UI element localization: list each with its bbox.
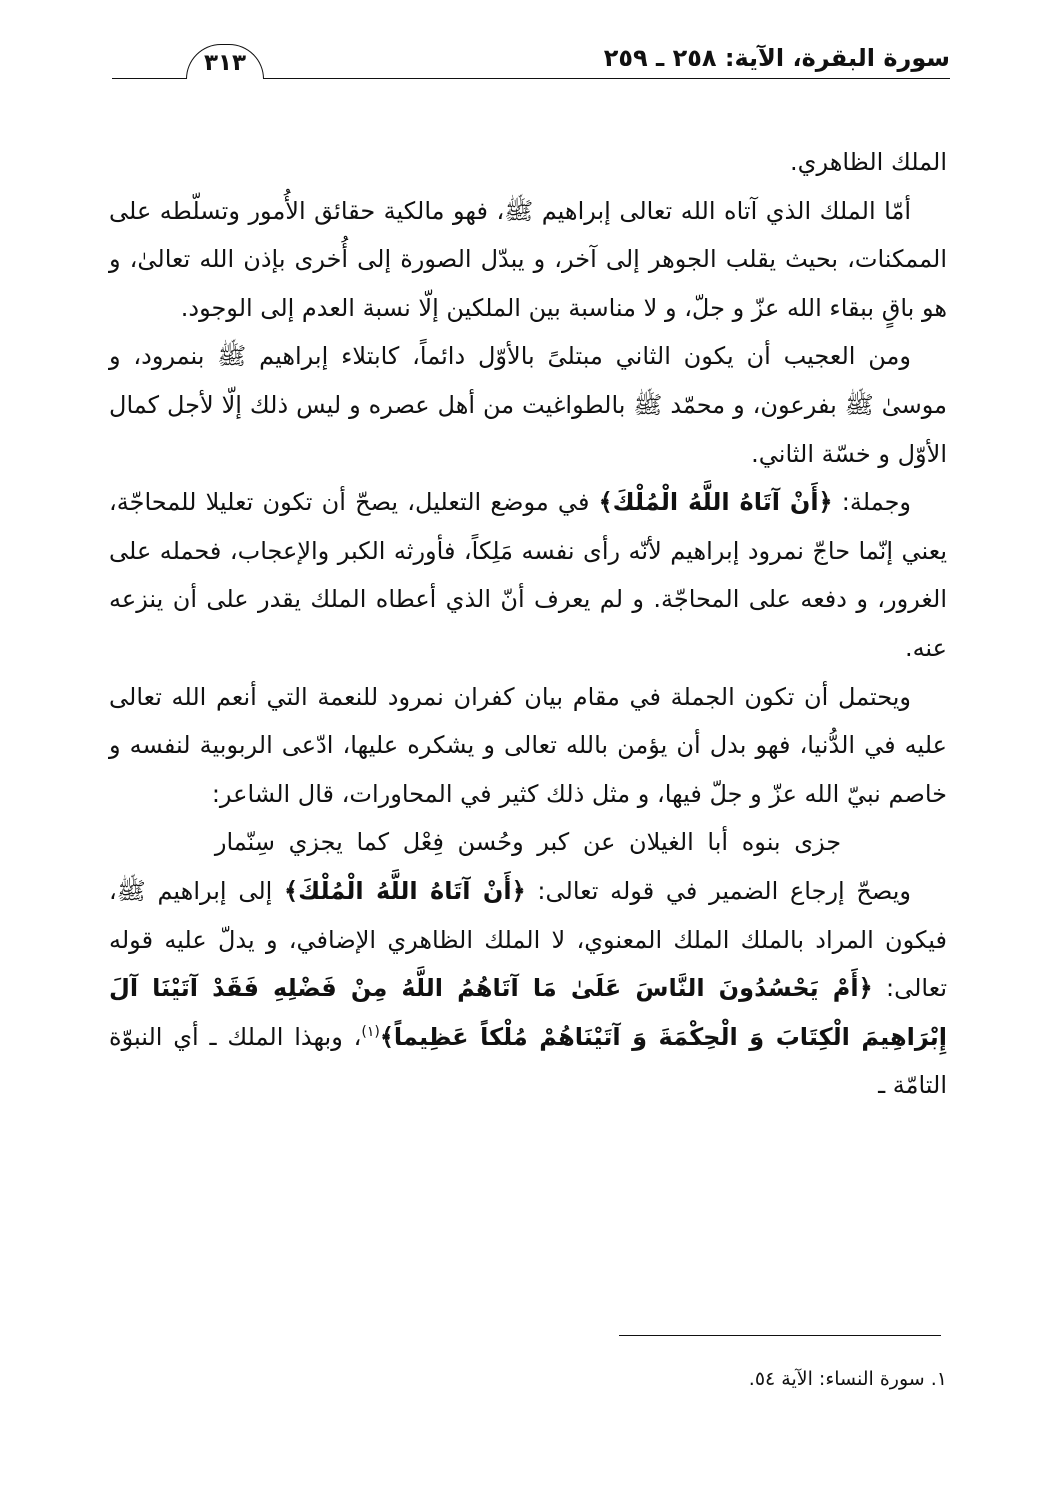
quran-verse: ﴿أَنْ آتَاهُ اللَّهُ الْمُلْكَ﴾ (284, 876, 526, 905)
damir-text-after: إلى إبراهيم ﷺ، فيكون المراد بالملك الملك المعنوي، لا الملك الظاهري الإضافي، و يدلّ عليه قوله تعالى: (109, 876, 947, 1003)
footnote-reference: (١) (361, 1023, 380, 1040)
poem-verse: جزى بنوه أبا الغيلان عن كبر وحُسن فِعْل كما يجزي سِنّمار (214, 828, 842, 857)
page-number: ٣١٣ (186, 44, 264, 79)
page-header (112, 40, 950, 84)
quran-verse-nisa: ﴿أَمْ يَحْسُدُونَ النَّاسَ عَلَىٰ مَا آتَاهُمُ اللَّهُ مِنْ فَضْلِهِ فَقَدْ آتَيْنَا آلَ إِبْرَاهِيمَ الْكِتَابَ وَ الْحِكْمَةَ وَ آتَيْنَاهُمْ مُلْكاً عَظِيماً﴾ (109, 974, 948, 1051)
jumla-text-after: في موضع التعليل، يصحّ أن تكون تعليلا للمحاجّة، يعني إنّما حاجّ نمرود إبراهيم لأنّه رأى نفسه مَلِكاً، فأورثه الكبر والإعجاب، فحمله على الغرور، و دفعه على المحاجّة. و لم يعرف أنّ الذي أعطاه الملك يقدر على أن ينزعه عنه. (109, 488, 947, 662)
footnote-rule (619, 1335, 941, 1336)
damir-text-before: ويصحّ إرجاع الضمير في قوله تعالى: (525, 876, 911, 905)
paragraph-ibrahim-kingdom: أمّا الملك الذي آتاه الله تعالى إبراهيم ﷺ، فهو مالكية حقائق الأُمور وتسلّطه على الممكنات، بحيث يقلب الجوهر إلى آخر، و يبدّل الصورة إلى أُخرى بإذن الله تعالىٰ، و هو باقٍ ببقاء الله عزّ و جلّ، و لا مناسبة بين الملكين إلّا نسبة العدم إلى الوجود. (109, 196, 947, 322)
page-body (109, 138, 947, 1110)
damir-text-tail: ، وبهذا الملك ـ أي النبوّة التامّة ـ (109, 1022, 947, 1100)
footnote: ١. سورة النساء: الآية ٥٤. (748, 1368, 947, 1390)
quran-verse: ﴿أَنْ آتَاهُ اللَّهُ الْمُلْكَ﴾ (598, 488, 833, 517)
paragraph-kufran: ويحتمل أن تكون الجملة في مقام بيان كفران نمرود للنعمة التي أنعم الله تعالى عليه في الدُّنيا، فهو بدل أن يؤمن بالله تعالى و يشكره عليها، ادّعى الربوبية لنفسه و خاصم نبيّ الله عزّ و جلّ فيها، و مثل ذلك كثير في المحاورات، قال الشاعر: (109, 682, 947, 808)
paragraph-damir (109, 867, 947, 1110)
paragraph-jumla (109, 478, 947, 672)
paragraph-intro: الملك الظاهري. (790, 148, 947, 176)
paragraph-trial: ومن العجيب أن يكون الثاني مبتلىً بالأوّل دائماً، كابتلاء إبراهيم ﷺ بنمرود، و موسىٰ ﷺ بفرعون، و محمّد ﷺ بالطواغيت من أهل عصره و ليس ذلك إلّا لأجل كمال الأوّل و خسّة الثاني. (109, 342, 947, 468)
running-title: سورة البقرة، الآية: ٢٥٨ ـ ٢٥٩ (603, 44, 950, 72)
jumla-text-before: وجملة: (832, 488, 911, 517)
